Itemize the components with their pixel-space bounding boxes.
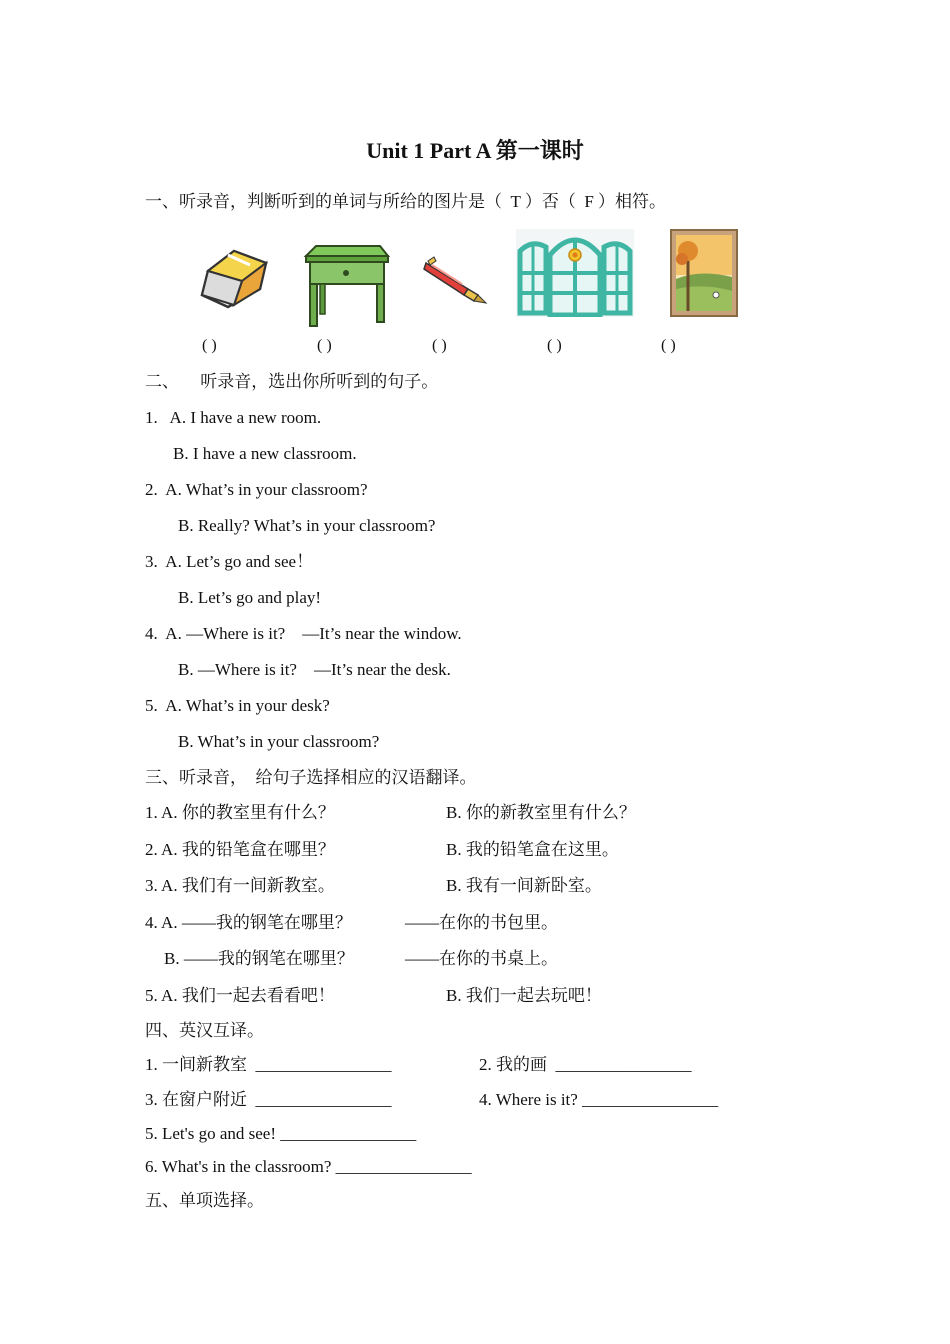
translation-option-a: 3. A. 我们有一间新教室。	[145, 876, 335, 895]
answer-blank-1[interactable]: ( )	[202, 337, 217, 354]
translation-option-b: B. 你的新教室里有什么？	[446, 803, 636, 822]
translation-option-a: 5. A. 我们一起去看看吧！	[145, 986, 335, 1005]
translation-option-b: B. 我的铅笔盒在这里。	[446, 840, 619, 859]
listen-option: 3. A. Let’s go and see！	[145, 552, 314, 571]
translate-item[interactable]: 6. What's in the classroom? ________________	[145, 1157, 472, 1176]
listen-option: B. Really? What’s in your classroom?	[178, 516, 436, 535]
eraser-icon	[198, 245, 270, 313]
listen-option: B. What’s in your classroom?	[178, 732, 380, 751]
listen-option: B. Let’s go and play!	[178, 588, 322, 607]
translate-item[interactable]: 3. 在窗户附近 ________________	[145, 1090, 392, 1109]
listen-option: 1. A. I have a new room.	[145, 408, 322, 427]
listen-option: 5. A. What’s in your desk?	[145, 696, 330, 715]
section5-heading: 五、单项选择。	[145, 1191, 264, 1210]
section1-heading: 一、听录音，判断听到的单词与所给的图片是（ T ）否（ F ）相符。	[145, 192, 667, 211]
translation-option-b: ——在你的书包里。	[405, 913, 558, 932]
picture-icon	[670, 229, 738, 317]
translation-option-b: ——在你的书桌上。	[405, 949, 558, 968]
listen-option: 4. A. —Where is it? —It’s near the window.	[145, 624, 462, 643]
page-title: Unit 1 Part A 第一课时	[366, 138, 584, 163]
translate-item[interactable]: 4. Where is it? ________________	[479, 1090, 719, 1109]
pen-icon	[422, 255, 488, 305]
translation-option-b: B. 我们一起去玩吧！	[446, 986, 602, 1005]
section2-heading: 二、 听录音，选出你所听到的句子。	[145, 372, 439, 391]
translation-option-a: 1. A. 你的教室里有什么？	[145, 803, 335, 822]
answer-blank-3[interactable]: ( )	[432, 337, 447, 354]
listen-option: B. I have a new classroom.	[173, 444, 357, 463]
translate-item[interactable]: 1. 一间新教室 ________________	[145, 1055, 392, 1074]
listen-option: B. —Where is it? —It’s near the desk.	[178, 660, 451, 679]
answer-blank-2[interactable]: ( )	[317, 337, 332, 354]
translation-option-a: 4. A. ——我的钢笔在哪里？	[145, 913, 352, 932]
translation-option-a: 2. A. 我的铅笔盒在哪里？	[145, 840, 335, 859]
translate-item[interactable]: 2. 我的画 ________________	[479, 1055, 692, 1074]
translation-option-a: B. ——我的钢笔在哪里？	[164, 949, 354, 968]
section3-heading: 三、听录音， 给句子选择相应的汉语翻译。	[145, 768, 477, 787]
translation-option-b: B. 我有一间新卧室。	[446, 876, 602, 895]
window-icon	[516, 229, 634, 317]
listen-option: 2. A. What’s in your classroom?	[145, 480, 368, 499]
answer-blank-5[interactable]: ( )	[661, 337, 676, 354]
desk-icon	[302, 244, 390, 328]
section4-heading: 四、英汉互译。	[145, 1021, 264, 1040]
translate-item[interactable]: 5. Let's go and see! ________________	[145, 1124, 417, 1143]
answer-blank-4[interactable]: ( )	[547, 337, 562, 354]
